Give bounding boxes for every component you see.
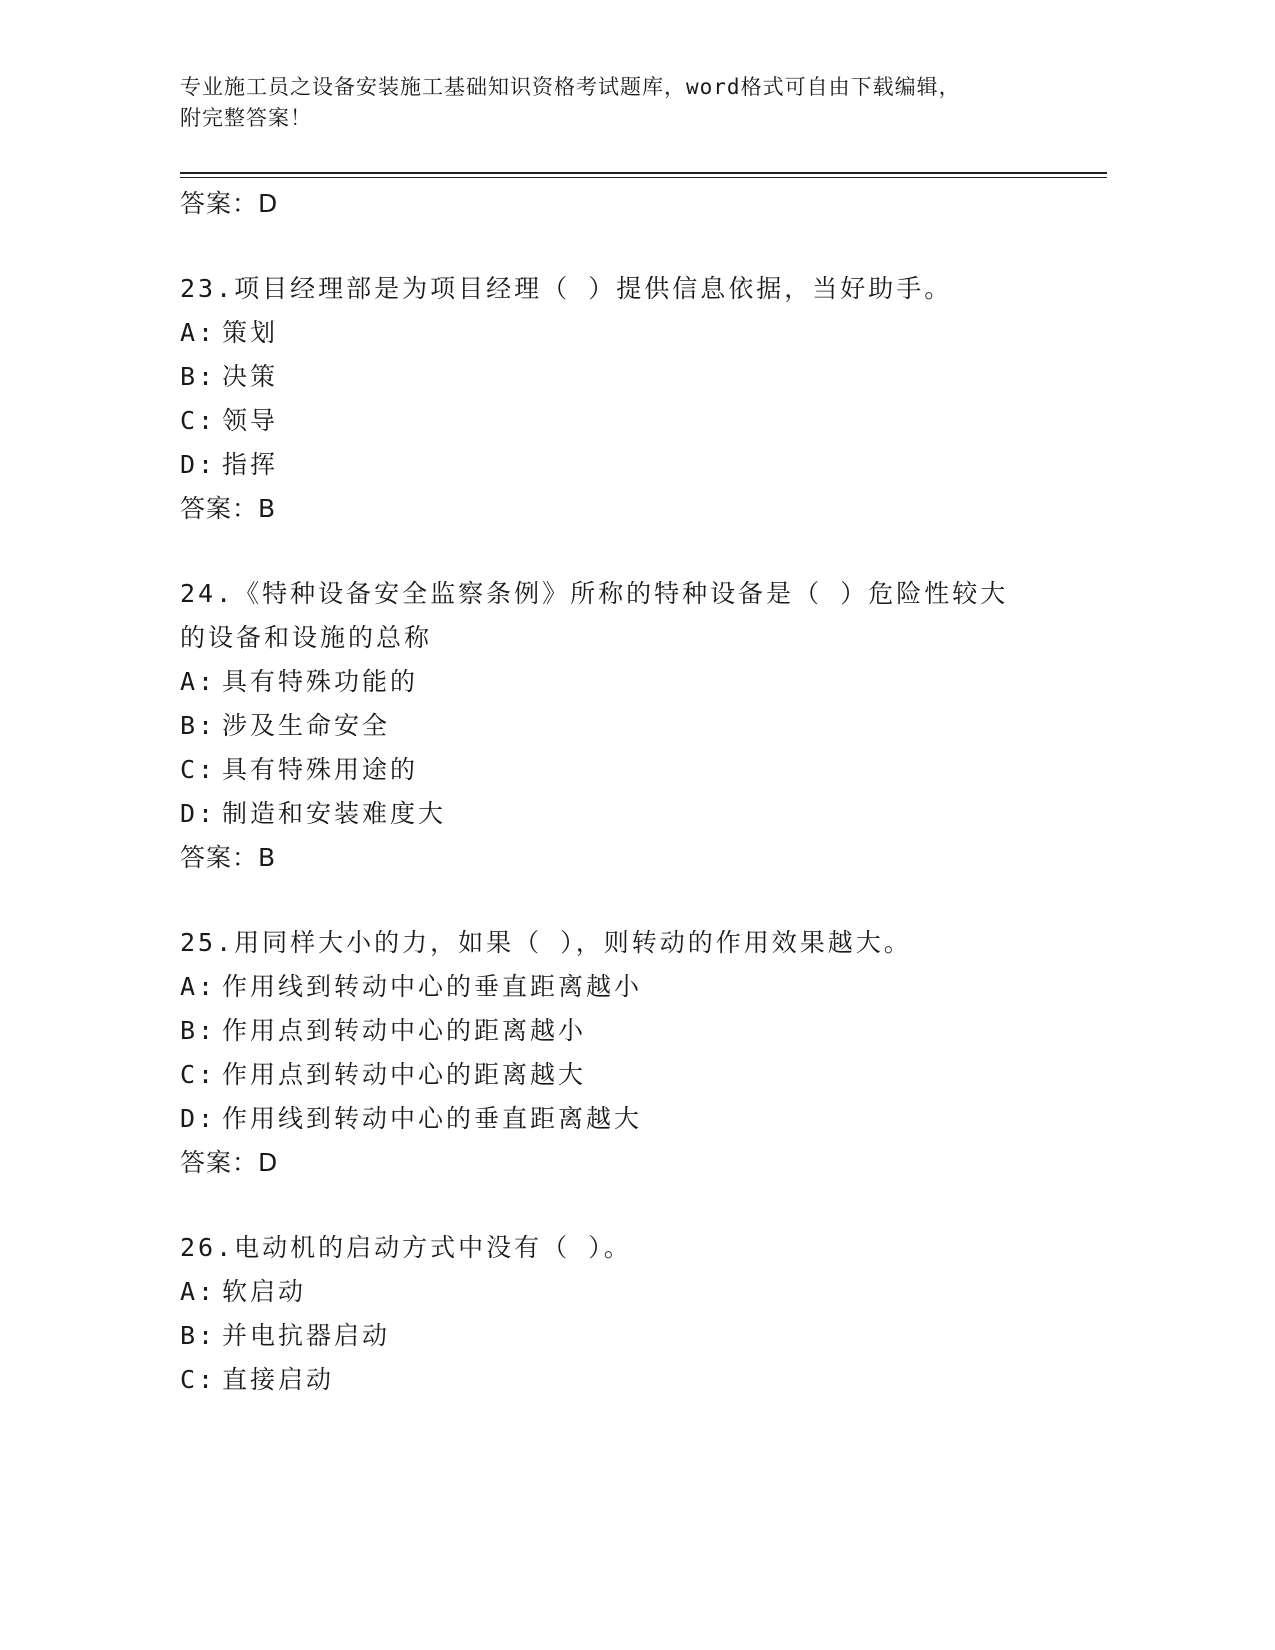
header-divider-thick <box>180 172 1107 174</box>
option-label: C: <box>180 755 217 784</box>
option-c <box>180 748 1100 792</box>
option-label: D: <box>180 450 217 479</box>
question-stem: 26.电动机的启动方式中没有（ ）。 <box>180 1233 632 1262</box>
option-text: 涉及生命安全 <box>222 711 391 740</box>
option-text: 作用点到转动中心的距离越小 <box>222 1016 587 1045</box>
option-text: 作用线到转动中心的垂直距离越小 <box>222 972 643 1001</box>
question-item <box>180 267 1100 530</box>
option-c <box>180 399 1100 443</box>
option-a <box>180 1270 1100 1314</box>
option-text: 策划 <box>222 318 279 347</box>
option-text: 具有特殊用途的 <box>222 755 419 784</box>
option-label: A: <box>180 667 217 696</box>
option-b <box>180 704 1100 748</box>
question-item <box>180 1226 1100 1402</box>
answer-line: 答案：D <box>180 189 279 218</box>
option-label: A: <box>180 1277 217 1306</box>
header-line-1: 专业施工员之设备安装施工基础知识资格考试题库，word格式可自由下载编辑， <box>180 75 961 99</box>
option-text: 指挥 <box>222 450 279 479</box>
header-line-2: 附完整答案！ <box>180 106 312 130</box>
option-text: 决策 <box>222 362 279 391</box>
question-stem: 24.《特种设备安全监察条例》所称的特种设备是（ ）危险性较大的设备和设施的总称 <box>180 579 1009 652</box>
option-label: D: <box>180 1104 217 1133</box>
option-label: B: <box>180 362 217 391</box>
question-item <box>180 921 1100 1184</box>
option-a <box>180 311 1100 355</box>
option-text: 具有特殊功能的 <box>222 667 419 696</box>
option-c <box>180 1358 1100 1402</box>
header-divider-thin <box>180 177 1107 178</box>
question-stem: 25.用同样大小的力，如果（ ），则转动的作用效果越大。 <box>180 928 912 957</box>
option-label: B: <box>180 1016 217 1045</box>
option-d <box>180 1097 1100 1141</box>
option-text: 作用线到转动中心的垂直距离越大 <box>222 1104 643 1133</box>
option-label: C: <box>180 1060 217 1089</box>
option-text: 软启动 <box>222 1277 307 1306</box>
option-a <box>180 660 1100 704</box>
option-text: 领导 <box>222 406 279 435</box>
option-c <box>180 1053 1100 1097</box>
question-list <box>180 182 1100 1402</box>
option-b <box>180 1314 1100 1358</box>
question-item <box>180 572 1100 879</box>
option-label: A: <box>180 972 217 1001</box>
option-label: C: <box>180 406 217 435</box>
option-a <box>180 965 1100 1009</box>
option-label: B: <box>180 711 217 740</box>
option-d <box>180 443 1100 487</box>
option-text: 直接启动 <box>222 1365 335 1394</box>
option-label: D: <box>180 799 217 828</box>
option-text: 作用点到转动中心的距离越大 <box>222 1060 587 1089</box>
option-b <box>180 1009 1100 1053</box>
answer-line: 答案：D <box>180 1148 279 1177</box>
option-label: A: <box>180 318 217 347</box>
option-text: 并电抗器启动 <box>222 1321 391 1350</box>
option-text: 制造和安装难度大 <box>222 799 447 828</box>
document-header <box>180 72 1080 134</box>
answer-line: 答案：B <box>180 494 277 523</box>
answer-line: 答案：B <box>180 843 277 872</box>
option-d <box>180 792 1100 836</box>
option-label: B: <box>180 1321 217 1350</box>
question-stem: 23.项目经理部是为项目经理（ ）提供信息依据，当好助手。 <box>180 274 953 303</box>
option-b <box>180 355 1100 399</box>
option-label: C: <box>180 1365 217 1394</box>
